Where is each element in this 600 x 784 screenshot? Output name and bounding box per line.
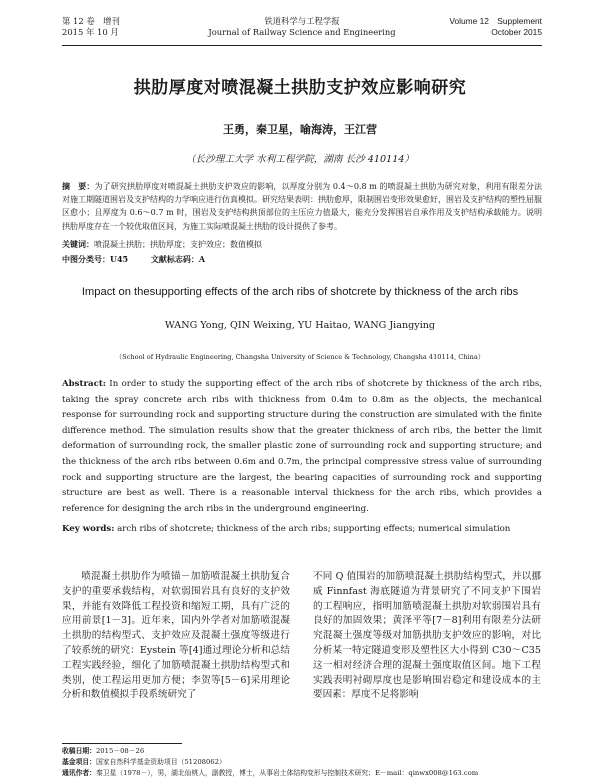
body-column-left <box>62 570 290 703</box>
keywords-en <box>62 522 542 536</box>
keywords-zh-label: 关键词： <box>62 239 94 249</box>
abstract-zh-label: 摘 要： <box>62 181 95 191</box>
clc-number: 中图分类号：U45 <box>62 254 129 264</box>
header-volume-en: Volume 12 Supplement <box>449 16 542 26</box>
footnote-received <box>62 746 542 757</box>
authors-zh: 王勇，秦卫星，喻海涛，王江营 <box>223 123 377 136</box>
running-header <box>62 16 542 46</box>
header-date-en: October 2015 <box>491 27 542 37</box>
document-code: 文献标志码：A <box>150 254 206 264</box>
keywords-en-label: Key words: <box>62 524 115 534</box>
header-journal-zh: 铁道科学与工程学报 <box>264 16 340 26</box>
paper-title-zh: 拱肋厚度对喷混凝土拱肋支护效应影响研究 <box>133 78 467 98</box>
paper-title-en: Impact on thesupporting effects of the arch ribs of shotcrete by thickness of the arch ribs <box>81 286 519 298</box>
header-journal-en: Journal of Railway Science and Engineering <box>208 27 396 37</box>
header-rule <box>62 45 542 46</box>
body-paragraph-right: 不同 Q 值围岩的加筋喷混凝土拱肋结构型式，并以挪威 Finnfast 海底隧道为背景研究了不同支护下围岩的工程响应，指明加筋喷混凝土拱肋对软弱围岩具有良好的加固效果；黄泽平等[7－8]利用有限差分法研究混凝土强度等级对加筋拱肋支护效应的影响，对比分析某一特定隧道变形及塑性区大小得到 C30～C35 这一相对经济合理的混凝土强度取值区间。地下工程实践表明衬砌厚度也是影响围岩稳定和建设成本的主要因素：厚度不足将影响 <box>313 571 541 701</box>
header-right <box>449 16 542 38</box>
abstract-zh <box>62 180 542 233</box>
abstract-en-text: In order to study the supporting effect of the arch ribs of shotcrete by thickness of the arch ribs, taking the spray concrete arch ribs with thickness from 0.4m to 0.8m as the objects, the mechanical response for surrounding rock and supporting structure during the construction are simulated with the finite difference method. The simulation results show that the greater thickness of arch ribs, the better the limit deformation of surrounding rock, the smaller plastic zone of surrounding rock and supporting structure; and the thickness of the arch ribs between 0.6m and 0.7m, the principal compressive stress value of surrounding rock and supporting structure are the largest, the bearing capacities of surrounding rock and supporting structure are best as well. There is a reasonable interval thickness for the arch ribs, which provides a reference for designing the arch ribs in the underground engineering. <box>62 379 542 514</box>
abstract-en <box>62 377 542 517</box>
fund-label: 基金项目： <box>62 758 96 766</box>
classification-zh <box>62 253 542 266</box>
body-paragraph-left: 喷混凝土拱肋作为喷锚－加筋喷混凝土拱肋复合支护的重要承载结构，对软弱围岩具有良好的支护效果，并能有效降低工程投资和缩短工期，具有广泛的应用前景[1－3]。近年来，国内外学者对加筋喷混凝土拱肋的结构型式、支护效应及混凝土强度等级进行了较系统的研究：Eystein 等[4]通过理论分析和总结工程实践经验，细化了加筋喷混凝土拱肋结构型式和类别，使工程运用更加方便；李贺等[5－6]采用理论分析和数值模拟手段系统研究了 <box>62 571 290 701</box>
footnote-fund <box>62 757 542 768</box>
body-column-right <box>313 570 541 703</box>
affiliation-en: （School of Hydraulic Engineering, Changsha University of Science & Technology, Changsha 410114, China） <box>115 353 485 361</box>
header-date-zh: 2015 年 10 月 <box>62 27 119 37</box>
keywords-zh <box>62 238 542 251</box>
keywords-en-text: arch ribs of shotcrete; thickness of the arch ribs; supporting effects; numerical simulation <box>114 524 511 534</box>
keywords-zh-text: 喷混凝土拱肋；拱肋厚度；支护效应；数值模拟 <box>94 240 262 249</box>
footnote-author <box>62 768 542 779</box>
received-label: 收稿日期： <box>62 747 96 755</box>
header-volume-zh: 第 12 卷 增刊 <box>62 16 120 26</box>
abstract-en-label: Abstract: <box>62 379 106 389</box>
footnotes <box>62 746 542 779</box>
affiliation-zh: （长沙理工大学 水利工程学院，湖南 长沙 410114） <box>185 154 415 165</box>
abstract-zh-text: 为了研究拱肋厚度对喷混凝土拱肋支护效应的影响，以厚度分别为 0.4～0.8 m 的喷混凝土拱肋为研究对象，利用有限差分法对施工期隧道围岩及支护结构的力学响应进行仿真模拟。研究结果表明：拱肋愈厚，限制围岩变形效果愈好，围岩及支护结构的塑性屈服区愈小；且厚度为 0.6～0.7 m 时，围岩及支护结构拱顶部位的主压应力值最大，能充分发挥围岩自承作用及支护结构承载能力。说明拱肋厚度存在一个较优取值区间，为施工实际喷混凝土拱肋的设计提供了参考。 <box>62 182 542 231</box>
received-date: 2015－08－26 <box>95 747 145 755</box>
author-label: 通讯作者： <box>62 769 96 777</box>
footnote-rule <box>62 743 182 744</box>
author-text: 秦卫星（1978－），男，湖北仙桃人，副教授，博士，从事岩土体结构变形与控制技术研究；E－mail：qinwx008@163.com <box>95 769 479 777</box>
authors-en: WANG Yong, QIN Weixing, YU Haitao, WANG Jiangying <box>164 320 436 331</box>
fund-text: 国家自然科学基金资助项目（51208062） <box>95 758 226 766</box>
